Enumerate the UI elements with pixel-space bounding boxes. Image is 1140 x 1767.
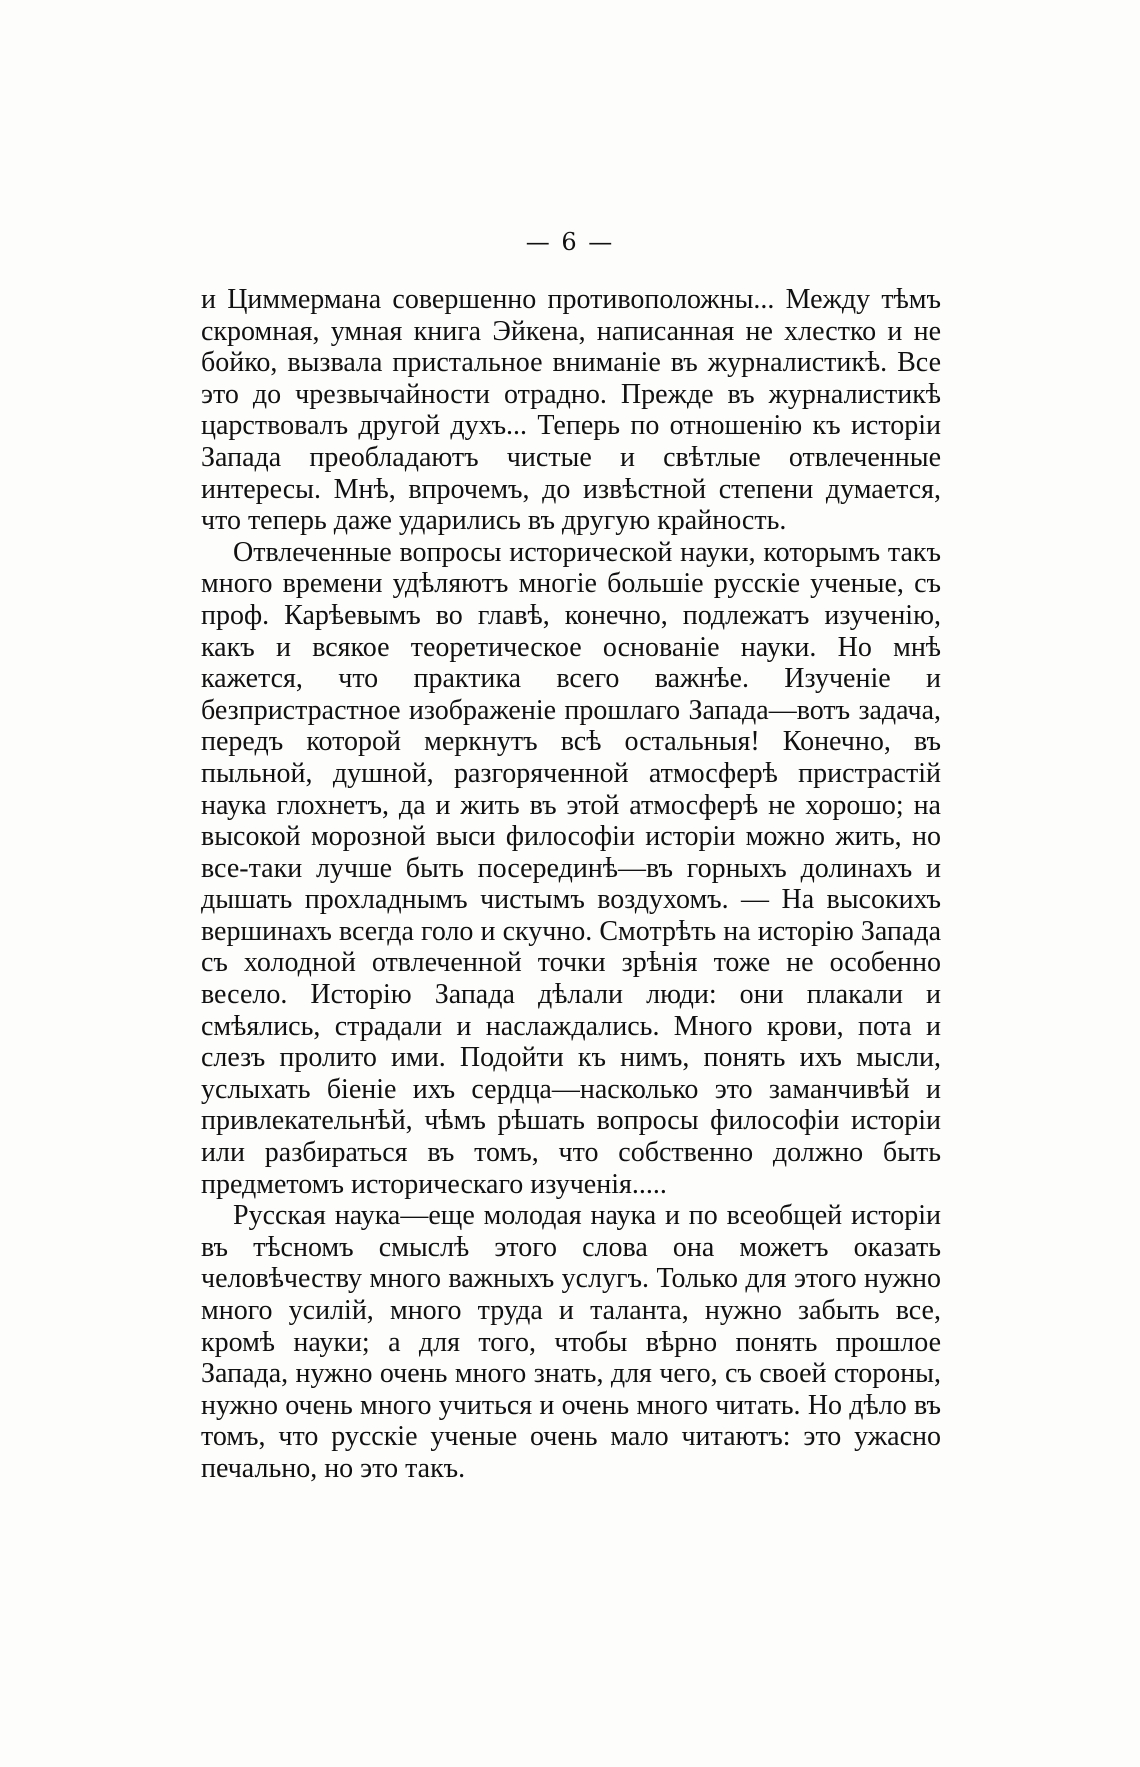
paragraph-3: Русская наука—еще молодая наука и по всеобщей исторіи въ тѣсномъ смыслѣ этого слова она можетъ оказать человѣчеству много важныхъ услугъ. Только для этого нужно много усилій, много труда и таланта, нужно забыть все, кромѣ науки; а для того, чтобы вѣрно понять прошлое Запада, нужно очень много знать, для чего, съ своей стороны, нужно очень много учиться и очень много читать. Но дѣло въ томъ, что русскіе ученые очень мало читаютъ: это ужасно печально, но это такъ. [201,1200,941,1484]
page-number: — 6 — [525,228,615,256]
paragraph-2: Отвлеченные вопросы исторической науки, которымъ такъ много времени удѣляютъ многіе большіе русскіе ученые, съ проф. Карѣевымъ во главѣ, конечно, подлежатъ изученію, какъ и всякое теоретическое основаніе науки. Но мнѣ кажется, что практика всего важнѣе. Изученіе и безпристрастное изображеніе прошлаго Запада—вотъ задача, передъ которой меркнутъ всѣ остальныя! Конечно, въ пыльной, душной, разгоряченной атмосферѣ пристрастій наука глохнетъ, да и жить въ этой атмосферѣ не хорошо; на высокой морозной выси философіи исторіи можно жить, но все-таки лучше быть посерединѣ—въ горныхъ долинахъ и дышать прохладнымъ чистымъ воздухомъ. — На высокихъ вершинахъ всегда голо и скучно. Смотрѣть на исторію Запада съ холодной отвлеченной точки зрѣнія тоже не особенно весело. Исторію Запада дѣлали люди: они плакали и смѣялись, страдали и наслаждались. Много крови, пота и слезъ пролито ими. Подойти къ нимъ, понять ихъ мысли, услыхать біеніе ихъ сердца—насколько это заманчивѣй и привлекательнѣй, чѣмъ рѣшать вопросы философіи исторіи или разбираться въ томъ, что собственно должно быть предметомъ историческаго изученія..... [201,536,941,1200]
body-text [201,284,941,1485]
paragraph-1: и Циммермана совершенно противоположны... Между тѣмъ скромная, умная книга Эйкена, написанная не хлестко и не бойко, вызвала пристальное вниманіе въ журналистикѣ. Все это до чрезвычайности отрадно. Прежде въ журналистикѣ царствовалъ другой духъ... Теперь по отношенію къ исторіи Запада преобладаютъ чистые и свѣтлые отвлеченные интересы. Мнѣ, впрочемъ, до извѣстной степени думается, что теперь даже ударились въ другую крайность. [201,284,941,537]
